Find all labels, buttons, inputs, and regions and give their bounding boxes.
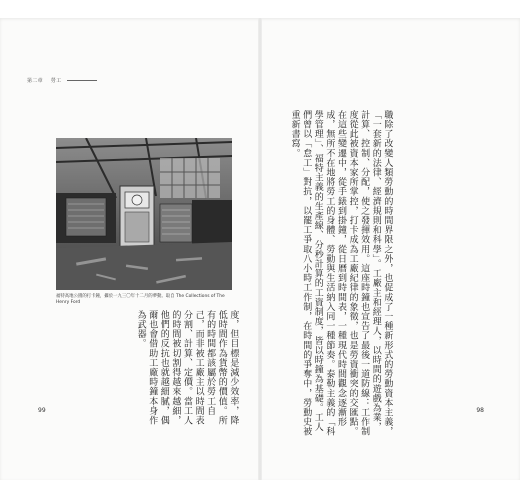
- right-body-text: 職除了改變人類勞動的時間界限之外，也促成了一種新形式的勞動資本主義，「一套新的法律、經濟規則和科學」。工廠主和經理人，以時間的遊戲為業，計算、控制、分配，使之發揮效用。這座時鐘也宣告了最後一道防線：工作制度從此被資本家所掌控，打卡成為工廠紀律的象徵，也是勞資衝突的交匯點。在這些變遷中，從手錶到掛鐘，從日曆到時間表，一種現代時間觀念逐漸形成，無所不在地將勞工的身體、勞動與生活納入同一種節奏。泰勒主義的「科學管理」、福特主義的生產線、分秒計算的工資制度，皆以時鐘為基礎。工人們曾以「怠工」對抗，以罷工爭取八小時工作制，在時間的爭奪中，勞動史被重新書寫。: [289, 110, 393, 437]
- factory-time-clock-photo: [56, 138, 232, 290]
- running-head: [27, 77, 97, 84]
- chapter-number: 第二章: [27, 78, 43, 84]
- left-page-number: 99: [38, 407, 46, 414]
- photo-illustration: [56, 138, 232, 290]
- left-body-text: 度，但目標是減少效率，降低時間作為貨幣的價值。所有的時間都該屬於勞工自己，而非被工廠主以時間表分割、計算、定價。當工人的時間被切割得越來越細，他們的反抗也就越細膩，偶爾也會借助工廠時鐘本身作為武器。: [135, 310, 239, 426]
- left-page: [0, 18, 258, 480]
- book-spread: [0, 18, 520, 480]
- chapter-title: 勞工: [50, 78, 62, 84]
- right-page-number: 98: [476, 407, 484, 414]
- running-head-rule: [67, 80, 97, 81]
- right-page: [262, 18, 520, 480]
- figure-caption: 福特高地公園的打卡鐘，攝於一九三〇年十二月的夢動。取自 The Collections of The Henry Ford: [56, 294, 225, 305]
